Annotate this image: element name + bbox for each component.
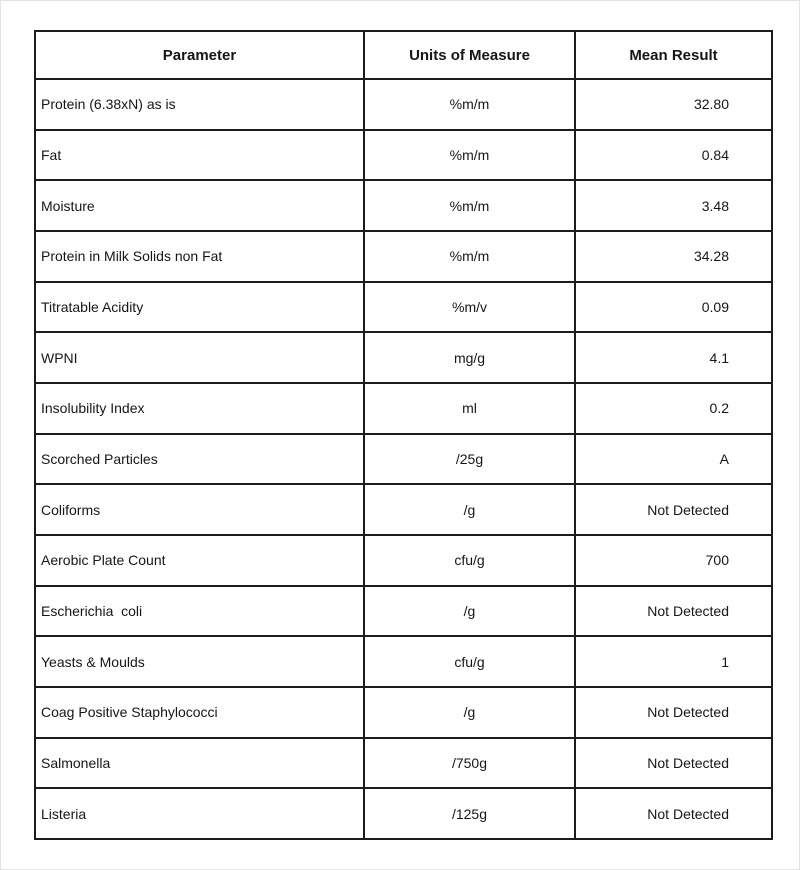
result-cell: 1: [575, 636, 772, 687]
parameter-cell: Aerobic Plate Count: [35, 535, 364, 586]
result-cell: 0.84: [575, 130, 772, 181]
units-cell: /g: [364, 687, 575, 738]
column-header-mean-result: Mean Result: [575, 31, 772, 79]
units-cell: /25g: [364, 434, 575, 485]
units-cell: cfu/g: [364, 535, 575, 586]
table-row: [35, 738, 772, 789]
units-cell: mg/g: [364, 332, 575, 383]
units-cell: %m/m: [364, 180, 575, 231]
table-row: [35, 130, 772, 181]
table-row: [35, 586, 772, 637]
units-cell: %m/m: [364, 130, 575, 181]
units-cell: %m/m: [364, 231, 575, 282]
parameter-cell: Protein (6.38xN) as is: [35, 79, 364, 130]
units-cell: %m/m: [364, 79, 575, 130]
parameter-cell: Titratable Acidity: [35, 282, 364, 333]
units-cell: /125g: [364, 788, 575, 839]
parameter-cell: Insolubility Index: [35, 383, 364, 434]
table-row: [35, 535, 772, 586]
column-header-parameter: Parameter: [35, 31, 364, 79]
table-row: [35, 687, 772, 738]
result-cell: A: [575, 434, 772, 485]
units-cell: ml: [364, 383, 575, 434]
result-cell: Not Detected: [575, 484, 772, 535]
units-cell: /g: [364, 484, 575, 535]
units-cell: %m/v: [364, 282, 575, 333]
table-row: [35, 383, 772, 434]
results-table: [34, 30, 773, 840]
results-table-container: [34, 30, 773, 840]
table-row: [35, 231, 772, 282]
table-row: [35, 484, 772, 535]
table-row: [35, 79, 772, 130]
result-cell: Not Detected: [575, 586, 772, 637]
table-row: [35, 788, 772, 839]
parameter-cell: Listeria: [35, 788, 364, 839]
header-row: [35, 31, 772, 79]
table-row: [35, 282, 772, 333]
result-cell: 700: [575, 535, 772, 586]
parameter-cell: WPNI: [35, 332, 364, 383]
table-row: [35, 332, 772, 383]
parameter-cell: Coliforms: [35, 484, 364, 535]
result-cell: Not Detected: [575, 788, 772, 839]
result-cell: 32.80: [575, 79, 772, 130]
result-cell: 4.1: [575, 332, 772, 383]
table-row: [35, 180, 772, 231]
units-cell: cfu/g: [364, 636, 575, 687]
table-row: [35, 636, 772, 687]
units-cell: /g: [364, 586, 575, 637]
parameter-cell: Escherichia coli: [35, 586, 364, 637]
parameter-cell: Yeasts & Moulds: [35, 636, 364, 687]
result-cell: 0.09: [575, 282, 772, 333]
result-cell: 34.28: [575, 231, 772, 282]
parameter-cell: Moisture: [35, 180, 364, 231]
parameter-cell: Coag Positive Staphylococci: [35, 687, 364, 738]
table-row: [35, 434, 772, 485]
parameter-cell: Fat: [35, 130, 364, 181]
column-header-units-of-measure: Units of Measure: [364, 31, 575, 79]
result-cell: 0.2: [575, 383, 772, 434]
units-cell: /750g: [364, 738, 575, 789]
table-body: [35, 79, 772, 839]
parameter-cell: Salmonella: [35, 738, 364, 789]
parameter-cell: Scorched Particles: [35, 434, 364, 485]
result-cell: Not Detected: [575, 687, 772, 738]
result-cell: Not Detected: [575, 738, 772, 789]
result-cell: 3.48: [575, 180, 772, 231]
parameter-cell: Protein in Milk Solids non Fat: [35, 231, 364, 282]
